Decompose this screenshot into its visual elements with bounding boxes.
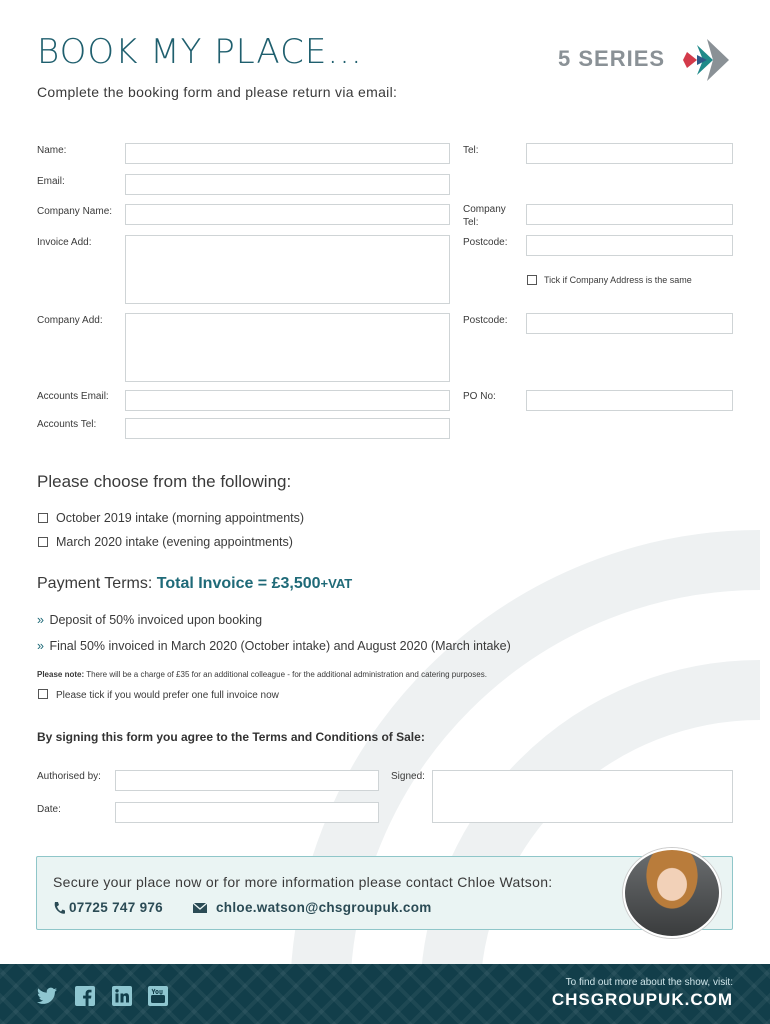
contact-text: Secure your place now or for more information please contact Chloe Watson:: [53, 874, 553, 890]
tel-field[interactable]: [526, 143, 733, 164]
contact-phone[interactable]: 07725 747 976: [69, 900, 163, 915]
company-tel-field[interactable]: [526, 204, 733, 225]
date-field[interactable]: [115, 802, 379, 823]
vat-label: +VAT: [320, 576, 353, 591]
full-invoice-label: Please tick if you would prefer one full invoice now: [56, 690, 279, 701]
youtube-icon[interactable]: [148, 986, 168, 1006]
name-field[interactable]: [125, 143, 450, 164]
choose-title: Please choose from the following:: [37, 472, 292, 491]
note-prefix: Please note:: [37, 670, 85, 679]
footer-website-link[interactable]: CHSGROUPUK.COM: [551, 990, 733, 1009]
bullet-chevron-icon: »: [37, 639, 44, 653]
accounts-tel-label: Accounts Tel:: [37, 419, 97, 430]
payment-bullet-final: » Final 50% invoiced in March 2020 (October intake) and August 2020 (March intake): [37, 639, 511, 653]
footer-visit-text: To find out more about the show, visit:: [565, 977, 733, 988]
october-intake-label: October 2019 intake (morning appointments): [56, 511, 305, 525]
contact-photo: [623, 848, 721, 938]
payment-terms: [37, 575, 352, 593]
additional-colleague-note: Please note: There will be a charge of £35 for an additional colleague - for the additional administration and catering purposes.: [37, 670, 487, 679]
same-address-label: Tick if Company Address is the same: [544, 275, 692, 285]
march-intake-label: March 2020 intake (evening appointments): [56, 535, 293, 549]
same-address-checkbox[interactable]: [527, 275, 537, 285]
accounts-tel-field[interactable]: [125, 418, 450, 439]
company-name-label: Company Name:: [37, 206, 113, 217]
postcode-field[interactable]: [526, 235, 733, 256]
company-name-field[interactable]: [125, 204, 450, 225]
signature-field[interactable]: [432, 770, 733, 823]
page-title: BOOK MY PLACE...: [37, 32, 363, 72]
tel-label: Tel:: [463, 145, 479, 156]
phone-icon: [53, 901, 65, 915]
signed-label: Signed:: [391, 771, 425, 782]
accounts-email-label: Accounts Email:: [37, 391, 109, 402]
linkedin-icon[interactable]: [112, 986, 132, 1006]
payment-terms-label: Payment Terms:: [37, 575, 157, 592]
email-field[interactable]: [125, 174, 450, 195]
total-invoice: Total Invoice = £3,500: [156, 575, 321, 592]
company-address-field[interactable]: [125, 313, 450, 382]
date-label: Date:: [37, 804, 61, 815]
march-intake-checkbox[interactable]: [38, 537, 48, 547]
po-number-label: PO No:: [463, 391, 496, 402]
company-postcode-field[interactable]: [526, 313, 733, 334]
email-label: Email:: [37, 176, 65, 187]
full-invoice-checkbox[interactable]: [38, 689, 48, 699]
page-subtitle: Complete the booking form and please return via email:: [37, 84, 398, 100]
contact-email[interactable]: chloe.watson@chsgroupuk.com: [216, 900, 432, 915]
company-address-label: Company Add:: [37, 315, 103, 326]
bullet-chevron-icon: »: [37, 613, 44, 627]
authorised-by-label: Authorised by:: [37, 771, 101, 782]
postcode-label: Postcode:: [463, 237, 508, 248]
terms-notice: By signing this form you agree to the Terms and Conditions of Sale:: [37, 730, 425, 744]
email-icon: [193, 903, 207, 913]
october-intake-checkbox[interactable]: [38, 513, 48, 523]
company-postcode-label: Postcode:: [463, 315, 508, 326]
brand-name: 5 SERIES: [558, 46, 666, 71]
invoice-address-field[interactable]: [125, 235, 450, 304]
company-tel-label-line2: Tel:: [463, 217, 479, 228]
twitter-icon[interactable]: [37, 986, 57, 1006]
brand-logo-icon: [683, 37, 731, 83]
invoice-address-label: Invoice Add:: [37, 237, 92, 248]
facebook-icon[interactable]: [75, 986, 95, 1006]
payment-bullet-deposit: » Deposit of 50% invoiced upon booking: [37, 613, 263, 627]
name-label: Name:: [37, 145, 67, 156]
authorised-by-field[interactable]: [115, 770, 379, 791]
po-number-field[interactable]: [526, 390, 733, 411]
company-tel-label-line1: Company: [463, 204, 506, 215]
accounts-email-field[interactable]: [125, 390, 450, 411]
